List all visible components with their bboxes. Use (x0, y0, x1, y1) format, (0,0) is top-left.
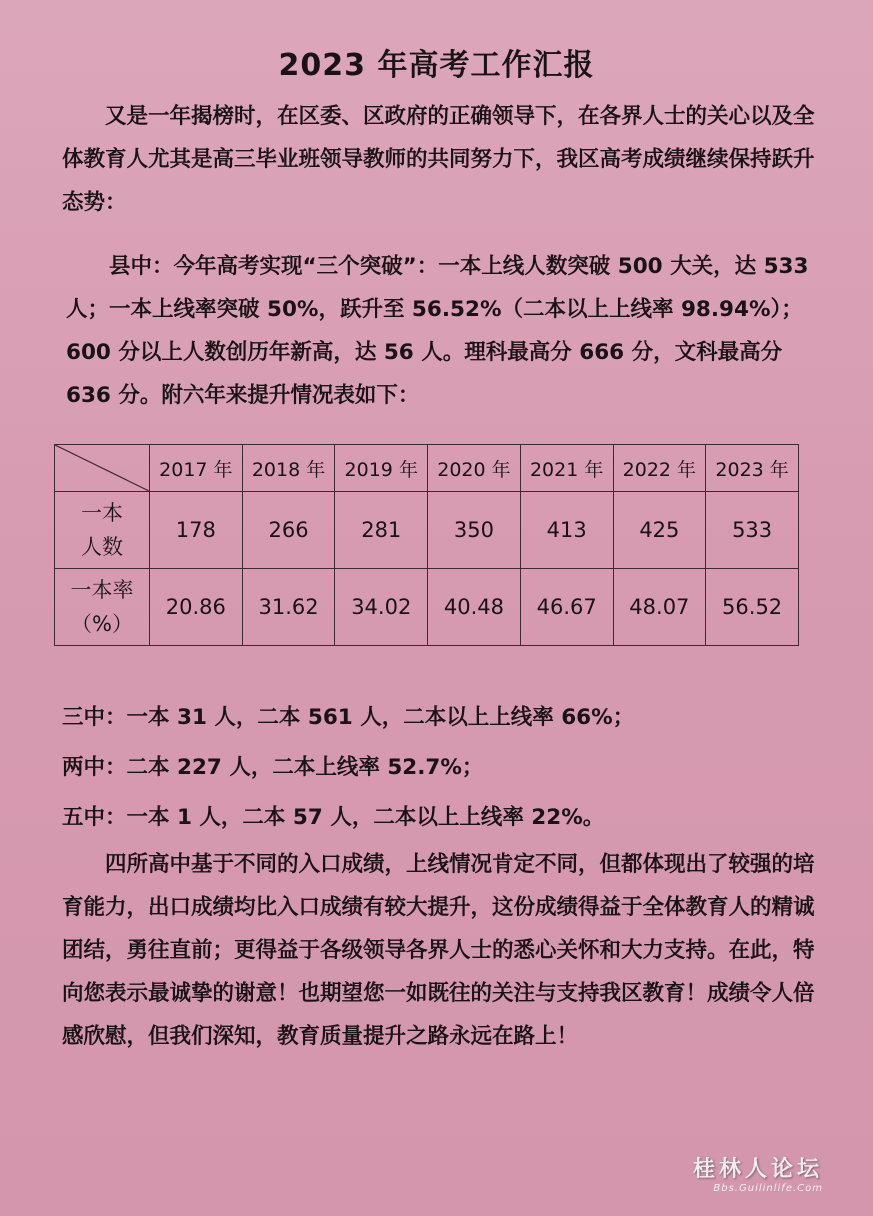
table-cell: 350 (428, 492, 521, 569)
diagonal-line-icon (55, 445, 149, 491)
intro-paragraph: 又是一年揭榜时，在区委、区政府的正确领导下，在各界人士的关心以及全体教育人尤其是高三毕业班领导教师的共同努力下，我区高考成绩继续保持跃升态势： (62, 104, 815, 215)
school-three-result: 三中：一本 31 人，二本 561 人，二本以上上线率 66%； (62, 705, 635, 730)
table-cell: 31.62 (242, 569, 335, 646)
school-five-result: 五中：一本 1 人，二本 57 人，二本以上上线率 22%。 (62, 805, 605, 830)
table-row-header (55, 569, 150, 646)
table-cell: 48.07 (613, 569, 706, 646)
score-table (54, 444, 799, 646)
table-cell: 56.52 (706, 569, 799, 646)
table-column-header: 2023 年 (706, 445, 799, 492)
row-label-line: 一本率 (70, 578, 134, 602)
table-header-row (55, 445, 799, 492)
table-column-header: 2018 年 (242, 445, 335, 492)
row-label-line: 人数 (81, 535, 123, 559)
table-row (55, 492, 799, 569)
table-column-header: 2021 年 (520, 445, 613, 492)
document-title: 2023 年高考工作汇报 (278, 48, 595, 83)
table-cell: 533 (706, 492, 799, 569)
table-column-header: 2022 年 (613, 445, 706, 492)
table-cell: 34.02 (335, 569, 428, 646)
table-cell: 425 (613, 492, 706, 569)
forum-watermark (693, 1152, 823, 1194)
closing-paragraph: 四所高中基于不同的入口成绩，上线情况肯定不同，但都体现出了较强的培育能力，出口成绩均比入口成绩有较大提升，这份成绩得益于全体教育人的精诚团结，勇往直前；更得益于各级领导各界人士的悉心关怀和大力支持。在此，特向您表示最诚挚的谢意！也期望您一如既往的关注与支持我区教育！成绩令人倍感欣慰，但我们深知，教育质量提升之路永远在路上！ (62, 852, 815, 1049)
county-school-paragraph: 县中：今年高考实现“三个突破”：一本上线人数突破 500 大关，达 533 人；一本上线率突破 50%，跃升至 56.52%（二本以上上线率 98.94%）；600 分以上人数创历年新高，达 56 人。理科最高分 666 分，文科最高分 636 分。附六年来提升情况表如下： (66, 254, 809, 408)
table-column-header: 2017 年 (150, 445, 243, 492)
table-cell: 178 (150, 492, 243, 569)
table-corner-cell (55, 445, 150, 492)
school-two-result: 两中：二本 227 人，二本上线率 52.7%； (62, 755, 484, 780)
table-column-header: 2019 年 (335, 445, 428, 492)
watermark-url: Bbs.Guilinlife.Com (713, 1183, 823, 1194)
table-cell: 46.67 (520, 569, 613, 646)
table-cell: 281 (335, 492, 428, 569)
row-label-line: （%） (71, 612, 133, 636)
table-row (55, 569, 799, 646)
table-cell: 413 (520, 492, 613, 569)
table-cell: 20.86 (150, 569, 243, 646)
table-column-header: 2020 年 (428, 445, 521, 492)
table-cell: 266 (242, 492, 335, 569)
table-cell: 40.48 (428, 569, 521, 646)
watermark-title: 桂林人论坛 (692, 1157, 823, 1182)
row-label-line: 一本 (81, 501, 123, 525)
table-row-header (55, 492, 150, 569)
